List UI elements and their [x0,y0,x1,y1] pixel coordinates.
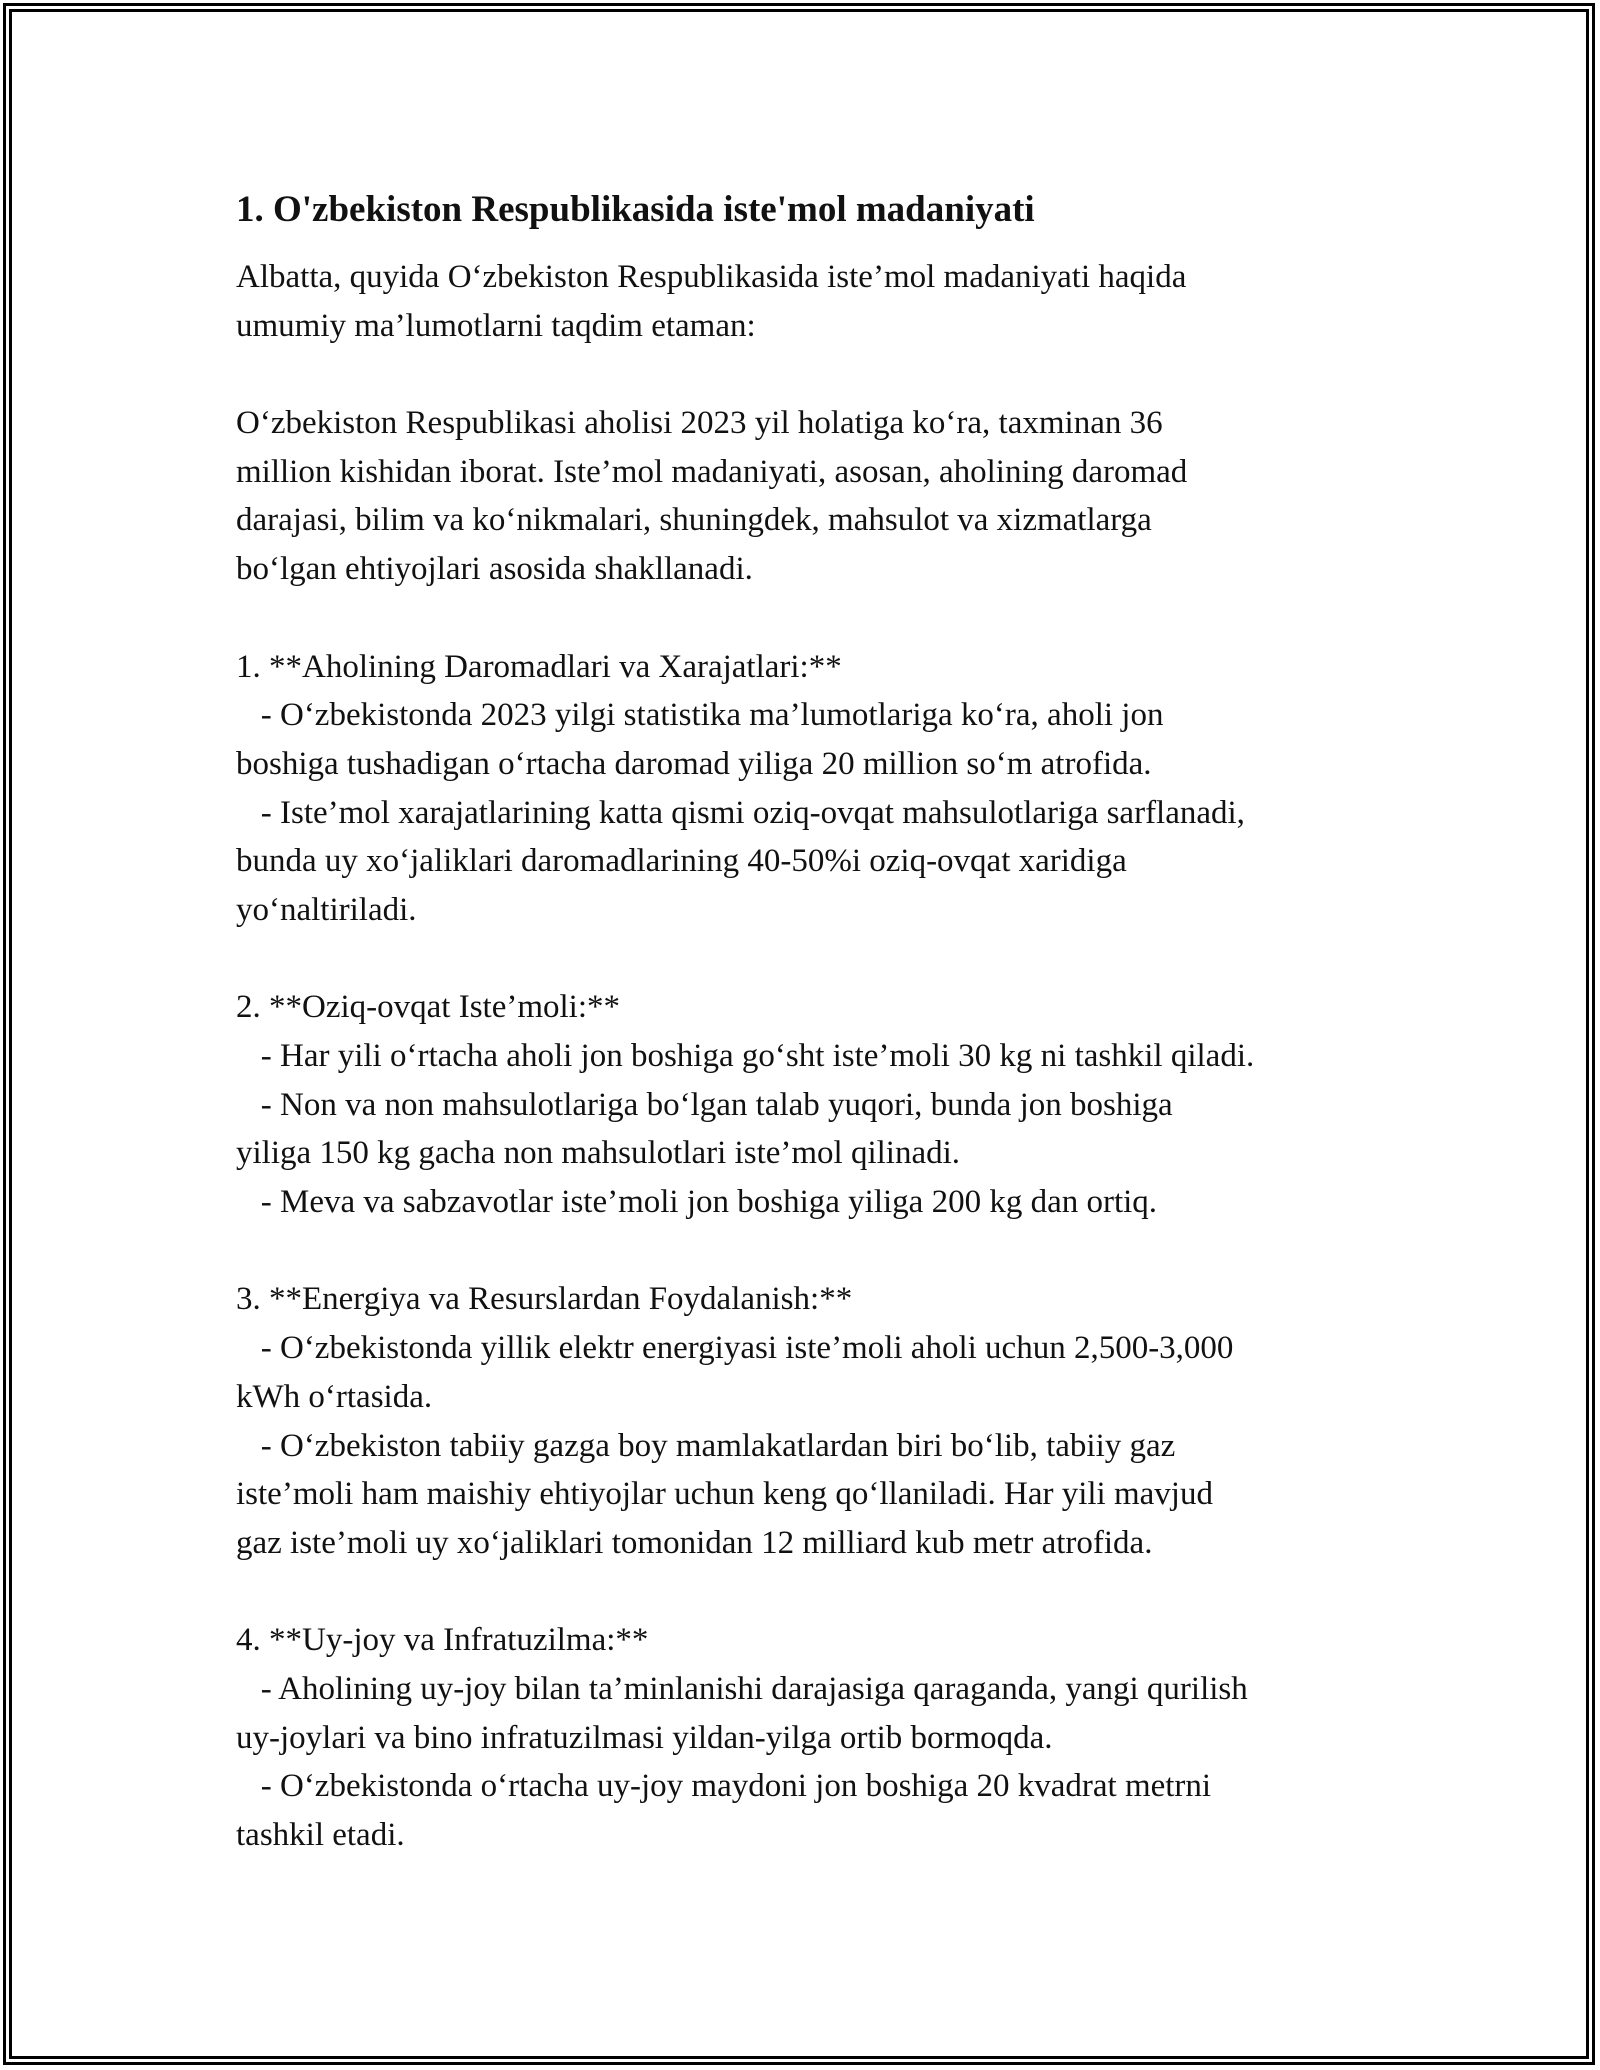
blank-line [236,350,1386,399]
text-line: - O‘zbekistonda 2023 yilgi statistika ma’lumotlariga ko‘ra, aholi jon [236,697,1164,734]
text-line: - O‘zbekiston tabiiy gazga boy mamlakatlardan biri bo‘lib, tabiiy gaz [236,1427,1176,1464]
blank-line [236,594,1386,643]
text-line: bo‘lgan ehtiyojlari asosida shakllanadi. [236,551,753,588]
text-line: boshiga tushadigan o‘rtacha daromad yiliga 20 million so‘m atrofida. [236,745,1152,782]
text-line: million kishidan iborat. Iste’mol madaniyati, asosan, aholining daromad [236,453,1188,490]
text-line: darajasi, bilim va ko‘nikmalari, shuningdek, mahsulot va xizmatlarga [236,502,1152,539]
text-line: - Iste’mol xarajatlarining katta qismi oziq-ovqat mahsulotlariga sarflanadi, [236,794,1245,831]
document-body [236,186,1386,1860]
document-title: 1. O'zbekiston Respublikasida iste'mol madaniyati [236,189,1035,230]
blank-line [236,1568,1386,1617]
text-line: - Har yili o‘rtacha aholi jon boshiga go‘sht iste’moli 30 kg ni tashkil qiladi. [236,1038,1255,1074]
text-line: kWh o‘rtasida. [236,1378,433,1415]
text-line: 4. **Uy-joy va Infratuzilma:** [236,1622,649,1659]
text-line: - Aholining uy-joy bilan ta’minlanishi darajasiga qaraganda, yangi qurilish [236,1670,1248,1707]
text-line: tashkil etadi. [236,1817,405,1853]
text-line: gaz iste’moli uy xo‘jaliklari tomonidan 12 milliard kub metr atrofida. [236,1524,1153,1561]
text-line: - Non va non mahsulotlariga bo‘lgan talab yuqori, bunda jon boshiga [236,1086,1173,1123]
text-line: 1. **Aholining Daromadlari va Xarajatlari:** [236,648,842,685]
text-line: O‘zbekiston Respublikasi aholisi 2023 yil holatiga ko‘ra, taxminan 36 [236,405,1163,442]
text-line: yo‘naltiriladi. [236,891,417,928]
text-line: iste’moli ham maishiy ehtiyojlar uchun keng qo‘llaniladi. Har yili mavjud [236,1476,1213,1513]
text-line: 3. **Energiya va Resurslardan Foydalanish:** [236,1281,853,1318]
text-line: bunda uy xo‘jaliklari daromadlarining 40-50%i oziq-ovqat xaridiga [236,843,1127,880]
blank-line [236,935,1386,984]
blank-line [236,1227,1386,1276]
text-line: - O‘zbekistonda o‘rtacha uy-joy maydoni jon boshiga 20 kvadrat metrni [236,1768,1212,1805]
text-line: uy-joylari va bino infratuzilmasi yildan-yilga ortib bormoqda. [236,1719,1053,1756]
text-line: 2. **Oziq-ovqat Iste’moli:** [236,989,621,1026]
text-line: - O‘zbekistonda yillik elektr energiyasi iste’moli aholi uchun 2,500-3,000 [236,1330,1234,1367]
text-line: yiliga 150 kg gacha non mahsulotlari iste’mol qilinadi. [236,1135,961,1172]
text-line: umumiy ma’lumotlarni taqdim etaman: [236,307,756,344]
text-line: - Meva va sabzavotlar iste’moli jon boshiga yiliga 200 kg dan ortiq. [236,1184,1158,1221]
text-line: Albatta, quyida O‘zbekiston Respublikasida iste’mol madaniyati haqida [236,259,1187,295]
document-text [236,253,1386,1860]
